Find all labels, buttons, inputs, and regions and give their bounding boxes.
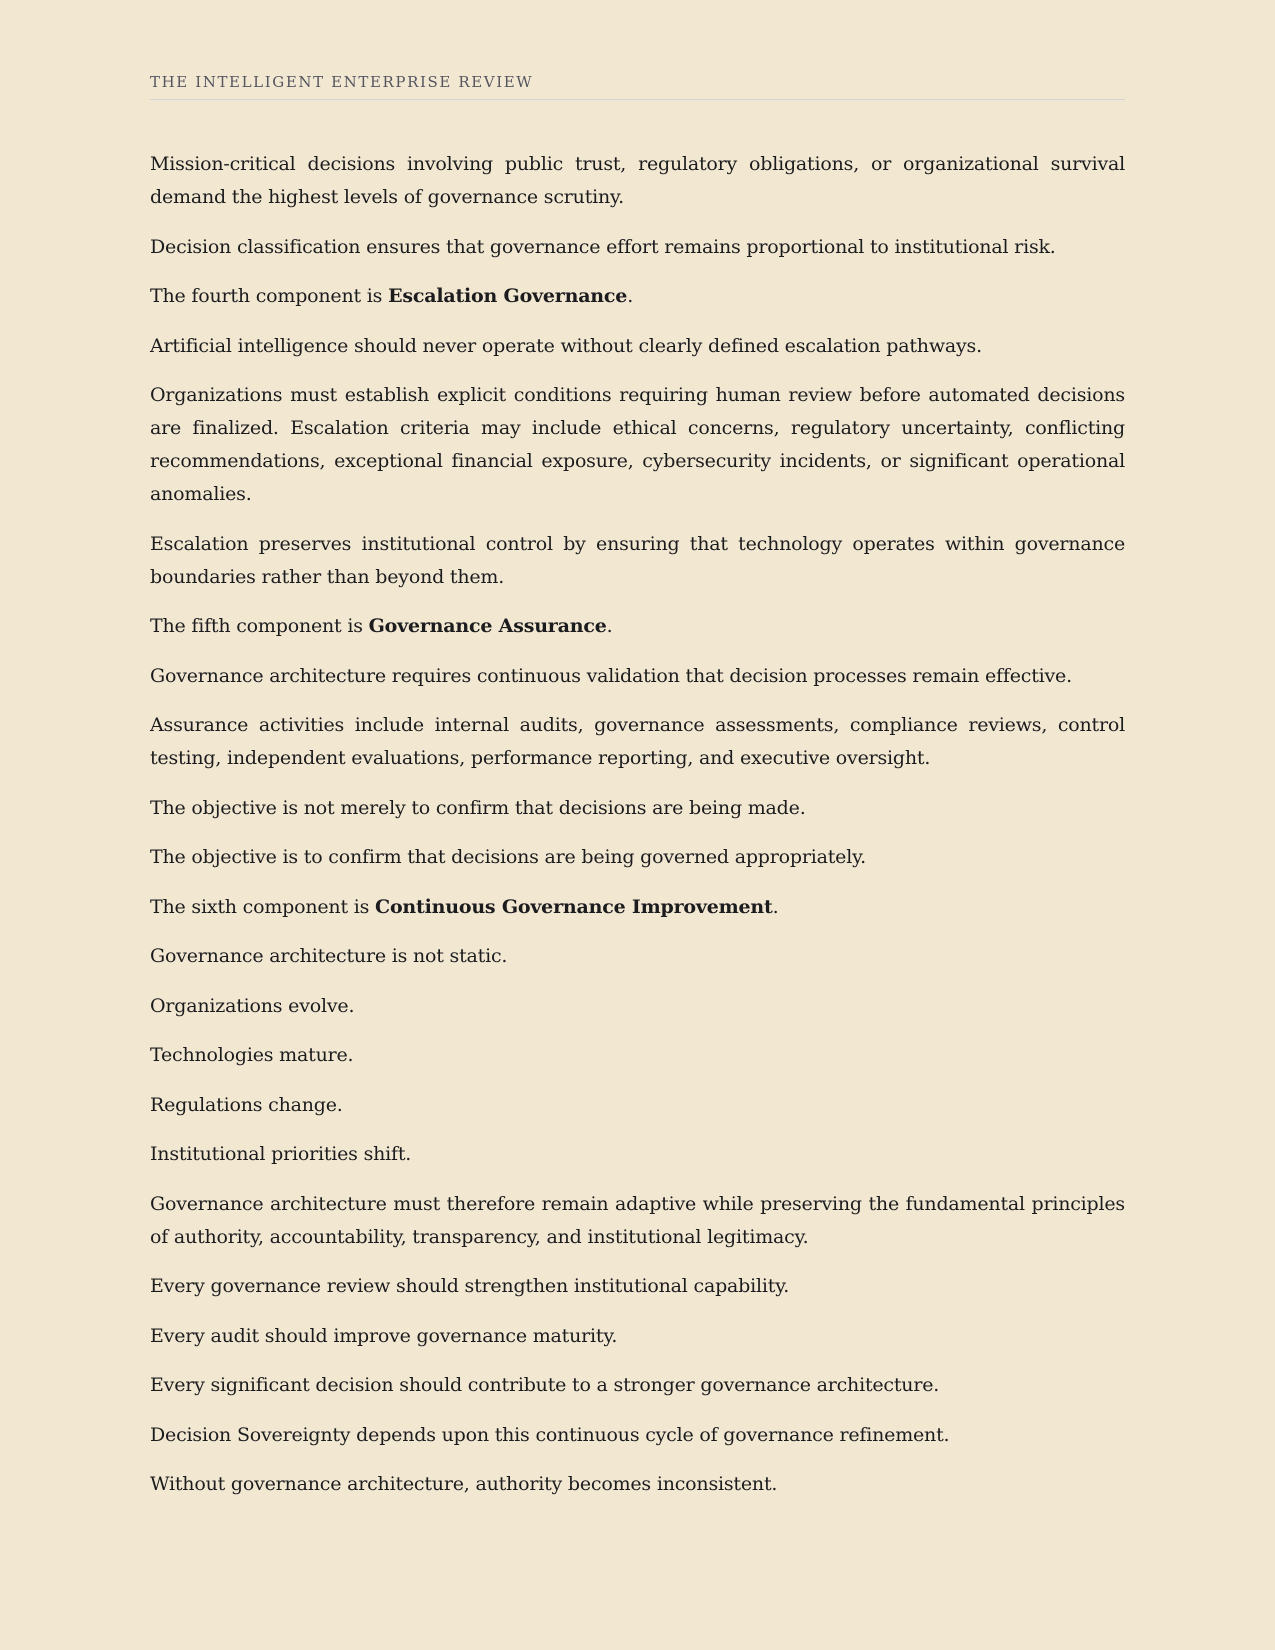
paragraph: The fourth component is Escalation Governance. bbox=[150, 285, 634, 307]
bold-term: Governance Assurance bbox=[368, 615, 607, 637]
paragraph: Escalation preserves institutional control by ensuring that technology operates within governance boundaries rather than beyond them. bbox=[150, 532, 1125, 588]
paragraph: Organizations evolve. bbox=[150, 994, 355, 1017]
body-text bbox=[150, 148, 1125, 1518]
paragraph: Governance architecture requires continuous validation that decision processes remain effective. bbox=[150, 664, 1072, 687]
paragraph: Every governance review should strengthen institutional capability. bbox=[150, 1275, 790, 1297]
paragraph: The fifth component is Governance Assurance. bbox=[150, 615, 613, 637]
paragraph: Without governance architecture, authority becomes inconsistent. bbox=[150, 1473, 778, 1495]
bold-term: Continuous Governance Improvement bbox=[375, 895, 773, 918]
paragraph: Technologies mature. bbox=[150, 1044, 354, 1066]
paragraph: Decision classification ensures that governance effort remains proportional to institutional risk. bbox=[150, 235, 1056, 258]
paragraph: Governance architecture is not static. bbox=[150, 945, 508, 967]
paragraph: Mission-critical decisions involving public trust, regulatory obligations, or organizational survival demand the highest levels of governance scrutiny. bbox=[150, 153, 1125, 208]
bold-term: Escalation Governance bbox=[388, 285, 628, 307]
paragraph: Every significant decision should contribute to a stronger governance architecture. bbox=[150, 1374, 940, 1396]
running-header: THE INTELLIGENT ENTERPRISE REVIEW bbox=[150, 73, 1125, 100]
paragraph: Every audit should improve governance maturity. bbox=[150, 1324, 618, 1347]
paragraph: The sixth component is Continuous Governance Improvement. bbox=[150, 895, 779, 918]
paragraph: The objective is to confirm that decisions are being governed appropriately. bbox=[150, 846, 866, 868]
paragraph: Governance architecture must therefore remain adaptive while preserving the fundamental principles of authority, accountability, transparency, and institutional legitimacy. bbox=[150, 1192, 1125, 1248]
paragraph: Regulations change. bbox=[150, 1093, 343, 1116]
paragraph: Decision Sovereignty depends upon this continuous cycle of governance refinement. bbox=[150, 1423, 950, 1446]
paragraph: The objective is not merely to confirm that decisions are being made. bbox=[150, 796, 806, 819]
paragraph: Artificial intelligence should never operate without clearly defined escalation pathways. bbox=[150, 334, 982, 357]
paragraph: Assurance activities include internal audits, governance assessments, compliance reviews, control testing, independent evaluations, performance reporting, and executive oversight. bbox=[150, 714, 1125, 769]
paragraph: Institutional priorities shift. bbox=[150, 1143, 412, 1165]
paragraph: Organizations must establish explicit conditions requiring human review before automated decisions are finalized. Escalation criteria may include ethical concerns, regulatory uncertainty, conflicting recommendations, exceptional financial exposure, cybersecurity incidents, or significant operational anomalies. bbox=[150, 384, 1125, 505]
